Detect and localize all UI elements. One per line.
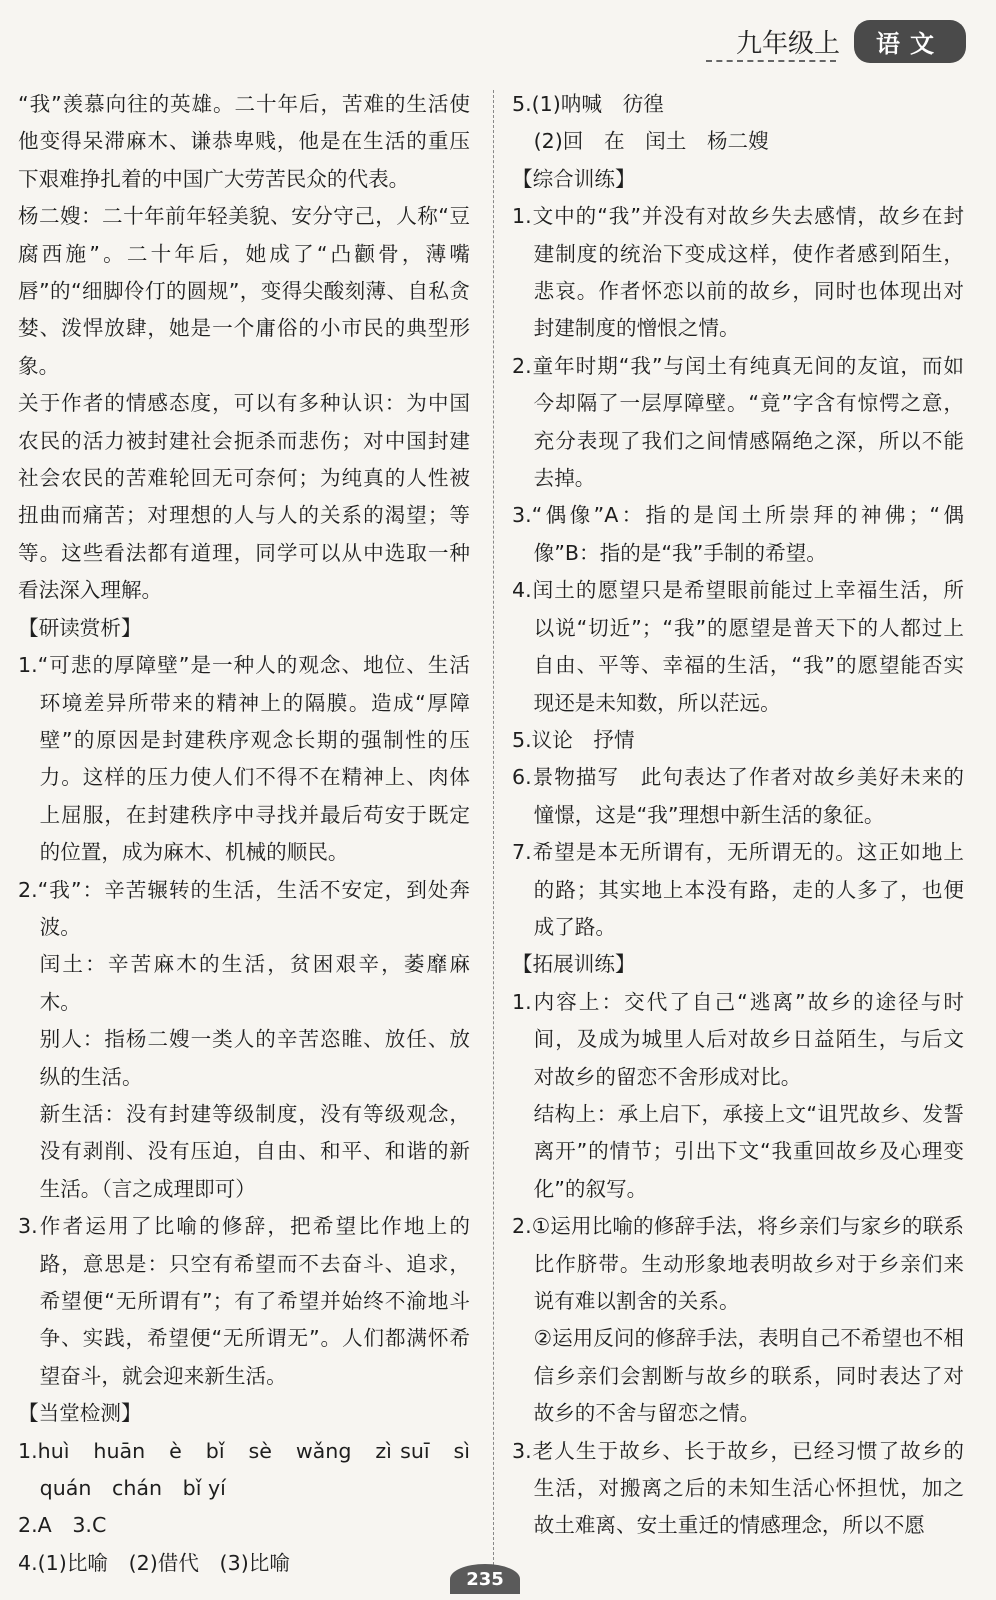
answer-paragraph: 1.文中的“我”并没有对故乡失去感情，故乡在封建制度的统治下变成这样，使作者感到陌生，悲哀。作者怀恋以前的故乡，同时也体现出对封建制度的憎恨之情。 <box>512 204 964 341</box>
answer-paragraph: 关于作者的情感态度，可以有多种认识：为中国农民的活力被封建社会扼杀而悲伤；对中国封建社会农民的苦难轮回无可奈何；为纯真的人性被扭曲而痛苦；对理想的人与人的关系的渴望；等等。这些看法都有道理，同学可以从中选取一种看法深入理解。 <box>18 391 470 603</box>
answer-paragraph: 结构上：承上启下，承接上文“诅咒故乡、发誓离开”的情节；引出下文“我重回故乡及心理变化”的叙写。 <box>533 1101 964 1201</box>
section-heading: 【研读赏析】 <box>18 615 142 640</box>
answer-paragraph: 4.(1)比喻 (2)借代 (3)比喻 <box>18 1550 290 1575</box>
grade-label: 九年级上 <box>735 28 840 59</box>
answer-paragraph: (2)回 在 闰土 杨二嫂 <box>533 129 769 154</box>
answer-paragraph: 2.A 3.C <box>18 1513 107 1538</box>
answer-paragraph: 5.议论 抒情 <box>512 727 635 752</box>
answer-paragraph: 杨二嫂：二十年前年轻美貌、安分守己，人称“豆腐西施”。二十年后，她成了“凸颧骨，薄嘴唇”的“细脚伶仃的圆规”，变得尖酸刻薄、自私贪婪、泼悍放肆，她是一个庸俗的小市民的典型形象。 <box>18 204 470 378</box>
right-column <box>512 86 964 1545</box>
page-header <box>736 18 966 64</box>
answer-paragraph: 3.“偶像”A：指的是闰土所崇拜的神佛；“偶像”B：指的是“我”手制的希望。 <box>512 503 964 565</box>
answer-paragraph: 1.“可悲的厚障壁”是一种人的观念、地位、生活环境差异所带来的精神上的隔膜。造成“厚障壁”的原因是封建秩序观念长期的强制性的压力。这样的压力使人们不得不在精神上、肉体上屈服，在封建秩序中寻找并最后苟安于既定的位置，成为麻木、机械的顺民。 <box>18 653 470 865</box>
header-rule <box>706 60 836 62</box>
page-number: 235 <box>450 1564 520 1594</box>
answer-paragraph: 3.作者运用了比喻的修辞，把希望比作地上的路，意思是：只空有希望而不去奋斗、追求，希望便“无所谓有”；有了希望并始终不渝地斗争、实践，希望便“无所谓无”。人们都满怀希望奋斗，就会迎来新生活。 <box>18 1214 470 1388</box>
answer-paragraph: 新生活：没有封建等级制度，没有等级观念，没有剥削、没有压迫，自由、和平、和谐的新生活。（言之成理即可） <box>39 1101 470 1201</box>
answer-paragraph: “我”羡慕向往的英雄。二十年后，苦难的生活使他变得呆滞麻木、谦恭卑贱，他是在生活的重压下艰难挣扎着的中国广大劳苦民众的代表。 <box>18 92 470 191</box>
answer-paragraph: 闰土：辛苦麻木的生活，贫困艰辛，萎靡麻木。 <box>39 952 470 1014</box>
answer-paragraph: 6.景物描写 此句表达了作者对故乡美好未来的憧憬，这是“我”理想中新生活的象征。 <box>512 765 964 827</box>
answer-paragraph: 2.“我”：辛苦辗转的生活，生活不安定，到处奔波。 <box>18 877 470 939</box>
section-heading: 【拓展训练】 <box>512 952 636 977</box>
answer-paragraph: 3.老人生于故乡、长于故乡，已经习惯了故乡的生活，对搬离之后的未知生活心怀担忧，加之故土难离、安土重迁的情感理念，所以不愿 <box>512 1438 964 1538</box>
answer-paragraph: 4.闰土的愿望只是希望眼前能过上幸福生活，所以说“切近”；“我”的愿望是普天下的人都过上自由、平等、幸福的生活，“我”的愿望能否实现还是未知数，所以茫远。 <box>512 578 964 715</box>
answer-paragraph: 7.希望是本无所谓有，无所谓无的。这正如地上的路；其实地上本没有路，走的人多了，也便成了路。 <box>512 840 964 939</box>
section-heading: 【当堂检测】 <box>18 1401 142 1426</box>
answer-paragraph: 别人：指杨二嫂一类人的辛苦恣睢、放任、放纵的生活。 <box>39 1027 470 1089</box>
subject-badge: 语文 <box>854 20 966 63</box>
answer-paragraph: 5.(1)呐喊 彷徨 <box>512 92 664 116</box>
answer-paragraph: 2.①运用比喻的修辞手法，将乡亲们与家乡的联系比作脐带。生动形象地表明故乡对于乡亲们来说有难以割舍的关系。 <box>512 1214 964 1313</box>
answer-paragraph: 1.huì huān è bǐ sè wǎng zì suī sì quán chán bǐ yí <box>18 1438 491 1501</box>
answer-paragraph: ②运用反问的修辞手法，表明自己不希望也不相信乡亲们会割断与故乡的联系，同时表达了对故乡的不舍与留恋之情。 <box>533 1326 964 1426</box>
section-heading: 【综合训练】 <box>512 166 636 191</box>
left-column <box>18 86 491 1582</box>
answer-paragraph: 2.童年时期“我”与闰土有纯真无间的友谊，而如今却隔了一层厚障壁。“竟”字含有惊愕之意，充分表现了我们之间情感隔绝之深，所以不能去掉。 <box>512 353 964 491</box>
answer-paragraph: 1.内容上：交代了自己“逃离”故乡的途径与时间，及成为城里人后对故乡日益陌生，与后文对故乡的留恋不舍形成对比。 <box>512 989 964 1089</box>
column-divider <box>493 90 494 1565</box>
